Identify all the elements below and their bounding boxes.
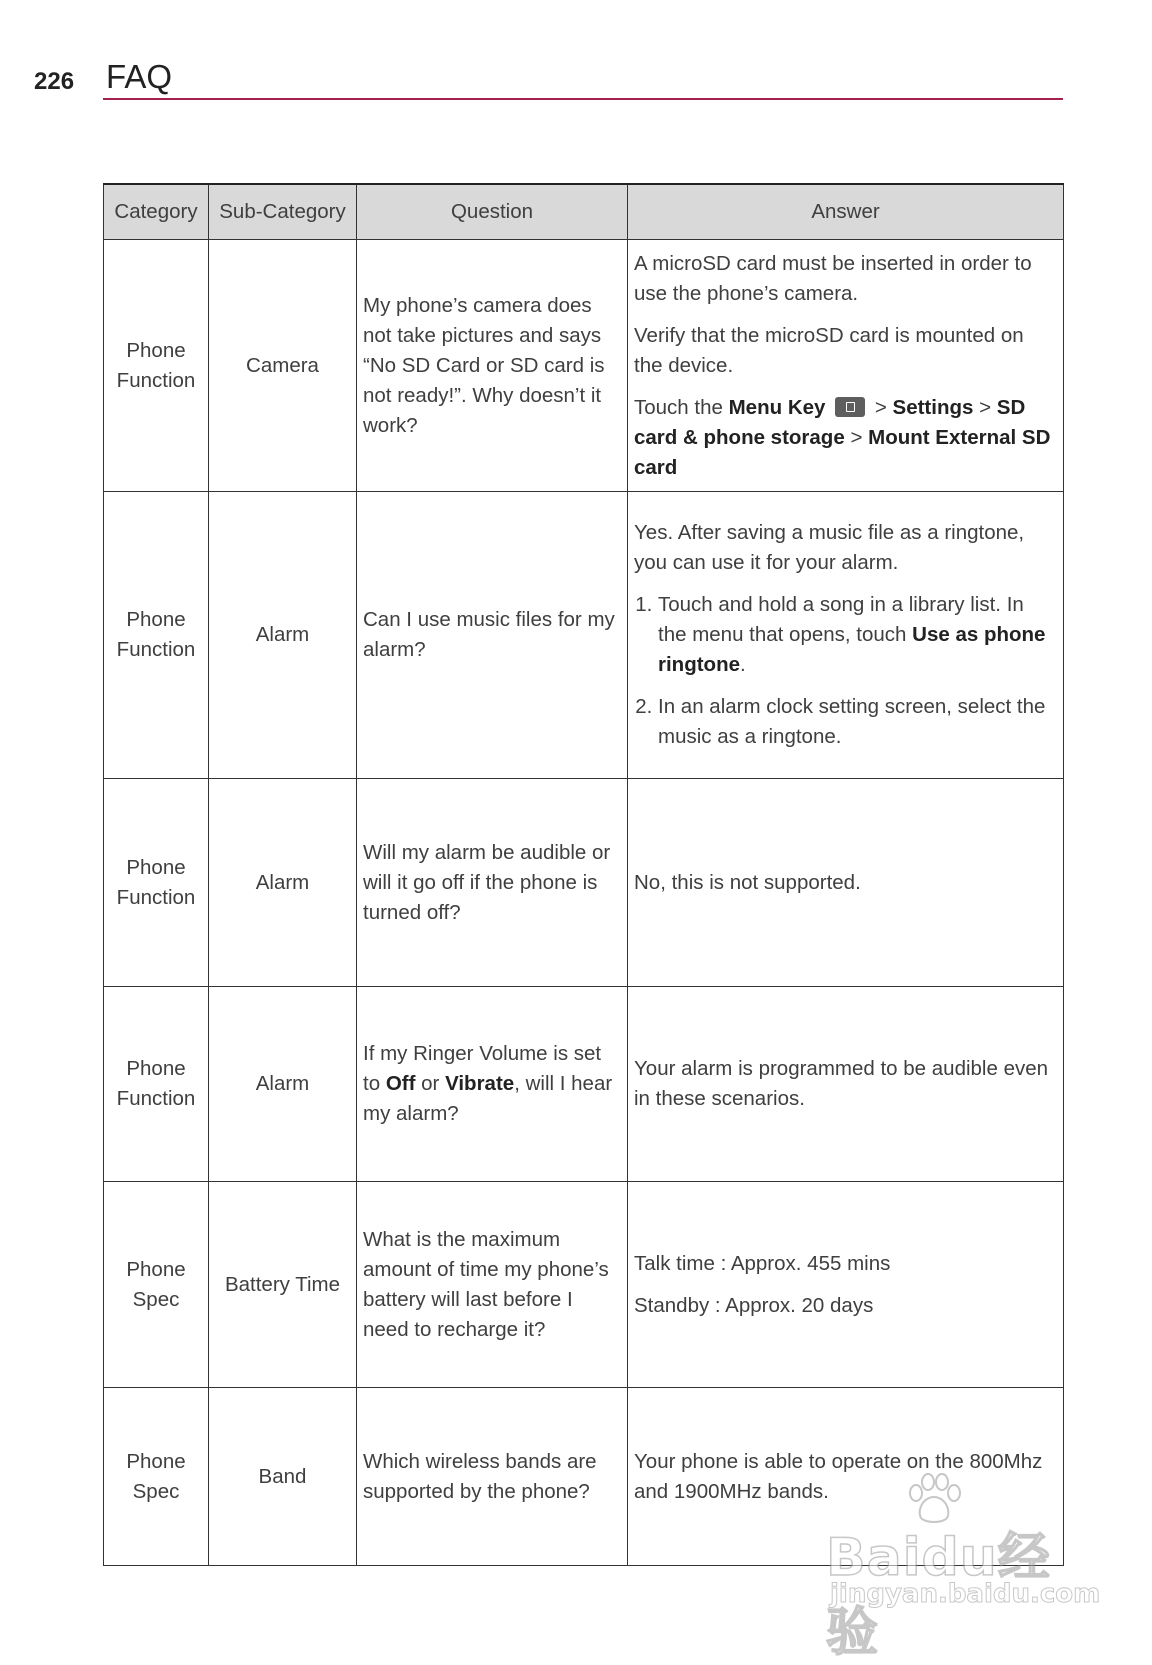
category-cell: Phone Spec: [104, 1388, 209, 1566]
question-cell: Will my alarm be audible or will it go off if the phone is turned off?: [357, 779, 628, 987]
use-as-ringtone-label: Use as phone ringtone: [658, 623, 1046, 676]
subcategory-cell: Battery Time: [209, 1182, 357, 1388]
menu-key-label: Menu Key: [728, 395, 826, 419]
answer-steps: [634, 590, 1057, 752]
subcategory-cell: Alarm: [209, 779, 357, 987]
column-header-question: Question: [357, 184, 628, 240]
category-cell: Phone Function: [104, 240, 209, 492]
mount-label: Mount External SD card: [634, 425, 1051, 479]
settings-label: Settings: [892, 395, 974, 419]
baidu-watermark: [826, 1495, 1101, 1663]
question-text: or: [421, 1072, 440, 1095]
question-cell: My phone’s camera does not take pictures and says “No SD Card or SD card is not ready!”. Why doesn’t it work?: [357, 240, 628, 492]
question-cell: Can I use music files for my alarm?: [357, 492, 628, 779]
answer-text: .: [740, 653, 746, 676]
question-cell: What is the maximum amount of time my phone’s battery will last before I need to recharge it?: [357, 1182, 628, 1388]
title-rule: [103, 98, 1063, 100]
watermark-site: jingyan.baidu.com: [830, 1579, 1101, 1609]
answer-cell: [628, 240, 1064, 492]
column-header-category: Category: [104, 184, 209, 240]
answer-paragraph: Yes. After saving a music file as a ringtone, you can use it for your alarm.: [634, 521, 1025, 574]
answer-text: Touch the: [634, 395, 723, 419]
category-cell: Phone Spec: [104, 1182, 209, 1388]
answer-step: [658, 590, 1057, 680]
table-header-row: [104, 184, 1064, 240]
answer-cell: Your phone is able to operate on the 800Mhz and 1900MHz bands.: [628, 1388, 1064, 1566]
column-header-answer: Answer: [628, 184, 1064, 240]
answer-step: 2. In an alarm clock setting screen, select the music as a ringtone.: [658, 692, 1057, 752]
answer-cell: [628, 1182, 1064, 1388]
category-cell: Phone Function: [104, 987, 209, 1182]
answer-cell: Your alarm is programmed to be audible even in these scenarios.: [628, 987, 1064, 1182]
column-header-subcategory: Sub-Category: [209, 184, 357, 240]
answer-paragraph: A microSD card must be inserted in order to use the phone’s camera.: [634, 251, 1032, 305]
storage-label: SD card & phone storage: [634, 395, 1026, 449]
table-row: [104, 1182, 1064, 1388]
subcategory-cell: Alarm: [209, 492, 357, 779]
answer-paragraph: Verify that the microSD card is mounted on the device.: [634, 323, 1024, 377]
question-text: , will I hear my alarm?: [363, 1072, 613, 1125]
table-row: [104, 492, 1064, 779]
question-text: If my Ringer Volume is set to: [363, 1042, 602, 1095]
table-row: [104, 779, 1064, 987]
question-cell: Which wireless bands are supported by the phone?: [357, 1388, 628, 1566]
path-separator: >: [979, 395, 992, 419]
question-cell: [357, 987, 628, 1182]
answer-cell: No, this is not supported.: [628, 779, 1064, 987]
answer-paragraph: Talk time : Approx. 455 mins: [634, 1251, 891, 1275]
menu-key-icon: [835, 397, 865, 417]
table-row: [104, 240, 1064, 492]
answer-cell: [628, 492, 1064, 779]
faq-table: [103, 183, 1064, 1566]
subcategory-cell: Band: [209, 1388, 357, 1566]
answer-paragraph: Standby : Approx. 20 days: [634, 1293, 874, 1317]
page-number: 226: [34, 68, 75, 95]
off-label: Off: [385, 1072, 416, 1095]
table-row: [104, 987, 1064, 1182]
vibrate-label: Vibrate: [445, 1072, 515, 1095]
subcategory-cell: Camera: [209, 240, 357, 492]
category-cell: Phone Function: [104, 779, 209, 987]
path-separator: >: [850, 425, 863, 449]
answer-text: Touch and hold a song in a library list. In the menu that opens, touch: [658, 593, 1024, 646]
page-title: FAQ: [106, 58, 173, 95]
answer-paragraph: [634, 393, 1057, 483]
path-separator: >: [874, 395, 887, 419]
category-cell: Phone Function: [104, 492, 209, 779]
watermark-brand: Baidu经验: [826, 1528, 1051, 1663]
subcategory-cell: Alarm: [209, 987, 357, 1182]
